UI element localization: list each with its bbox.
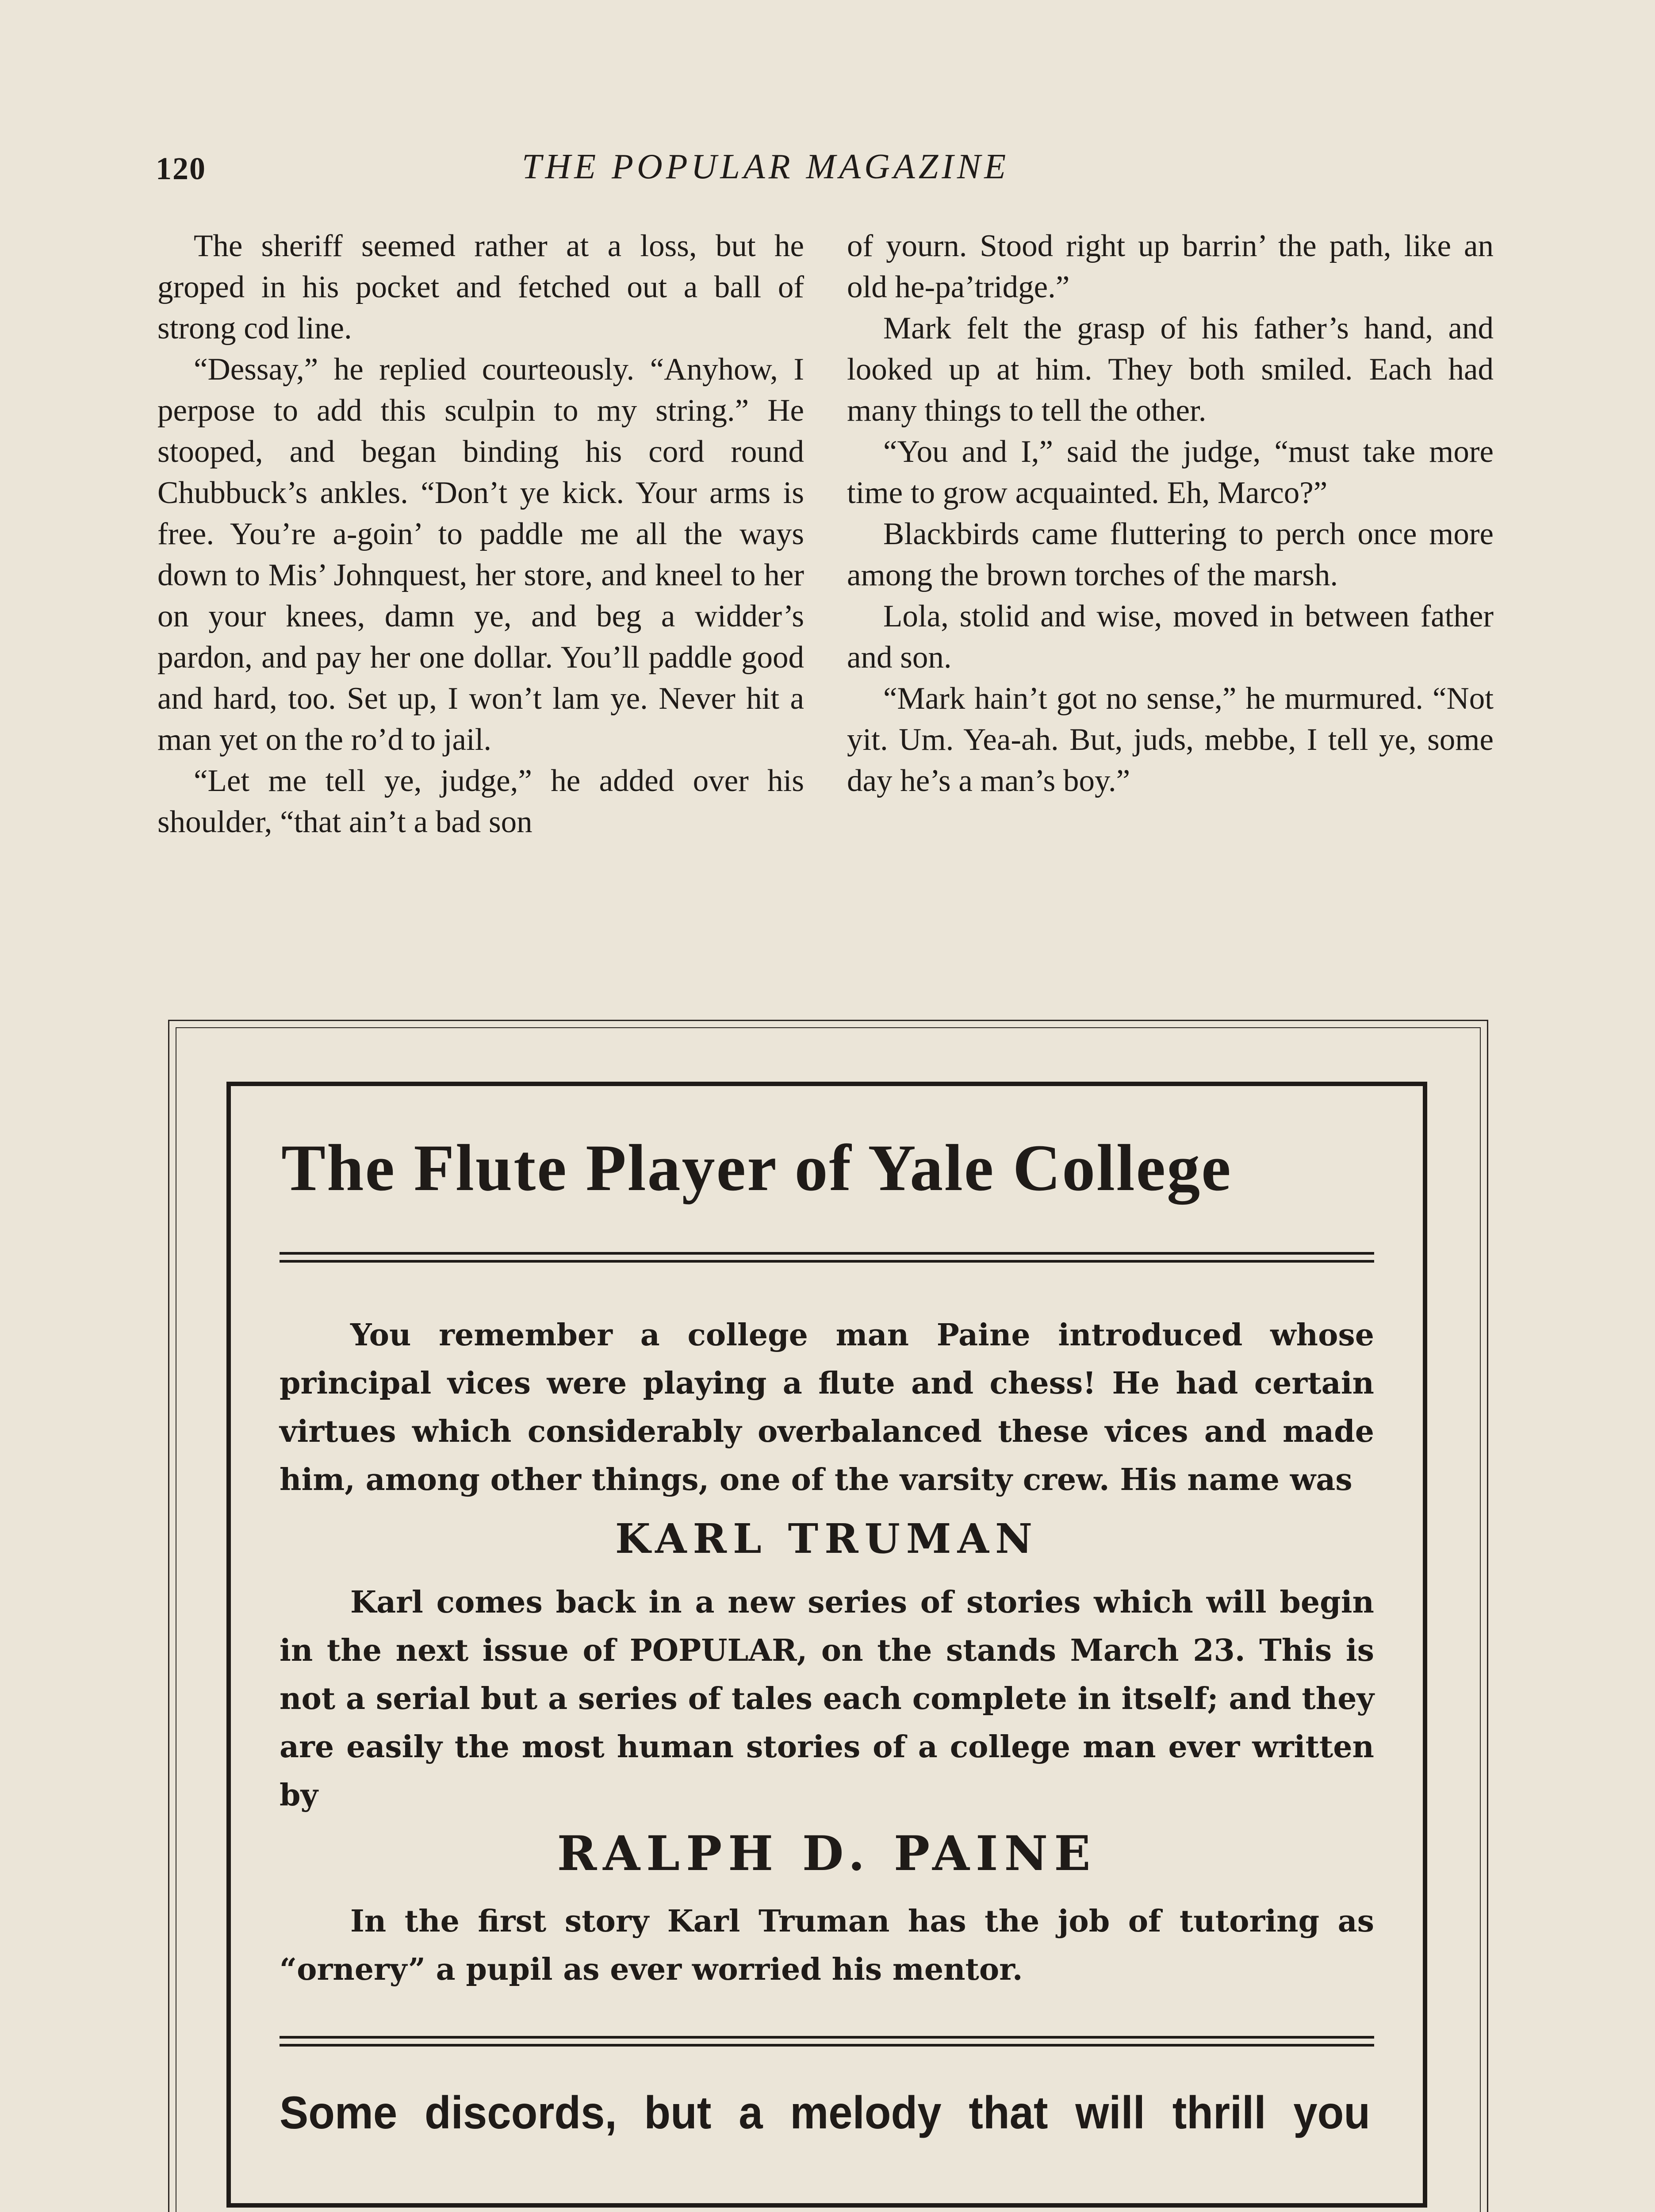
- story-paragraph: of yourn. Stood right up barrin’ the path, like an old he-pa’tridge.”: [847, 229, 1494, 304]
- advertisement-paragraph: You remember a college man Paine introduced whose principal vices were playing a flute and chess! He had certain virtues which considerably overbalanced these vices and made him, among other things, one of the varsity crew. His name was: [280, 1317, 1374, 1498]
- advertisement-tagline: Some discords, but a melody that will thrill you: [280, 2087, 1371, 2139]
- advertisement-box: [226, 1082, 1427, 2208]
- advertisement-paragraph: Karl comes back in a new series of stories which will begin in the next issue of POPULAR, on the stands March 23. This is not a serial but a series of tales each complete in itself; and they are easily the most human stories of a college man ever written by: [280, 1585, 1374, 1813]
- double-rule: [280, 1252, 1374, 1263]
- story-left-column: [157, 226, 804, 843]
- story-paragraph: “Dessay,” he replied courteously. “Anyhow, I perpose to add this sculpin to my string.” He stooped, and began binding his cord round Chubbuck’s ankles. “Don’t ye kick. Your arms is free. You’re a-goin’ to paddle me all the ways down to Mis’ Johnquest, her store, and kneel to her on your knees, damn ye, and beg a widder’s pardon, and pay her one dollar. You’ll paddle good and hard, too. Set up, I won’t lam ye. Never hit a man yet on the ro’d to jail.: [157, 352, 804, 757]
- advertisement-paragraph: In the first story Karl Truman has the job of tutoring as “ornery” a pupil as ever worried his mentor.: [280, 1904, 1374, 1987]
- story-paragraph: Mark felt the grasp of his father’s hand, and looked up at him. They both smiled. Each had many things to tell the other.: [847, 311, 1494, 428]
- character-name: KARL TRUMAN: [615, 1515, 1039, 1563]
- story-paragraph: Blackbirds came fluttering to perch once more among the brown torches of the marsh.: [847, 517, 1494, 592]
- double-rule: [280, 2036, 1374, 2047]
- story-paragraph: “Let me tell ye, judge,” he added over his shoulder, “that ain’t a bad son: [157, 764, 804, 839]
- author-name: RALPH D. PAINE: [557, 1826, 1097, 1882]
- story-paragraph: The sheriff seemed rather at a loss, but he groped in his pocket and fetched out a ball of strong cod line.: [157, 229, 804, 346]
- page-number: 120: [156, 151, 206, 186]
- story-paragraph: Lola, stolid and wise, moved in between father and son.: [847, 599, 1494, 675]
- running-head-title: THE POPULAR MAGAZINE: [522, 147, 1010, 186]
- advertisement-title: The Flute Player of Yale College: [281, 1131, 1232, 1205]
- story-paragraph: “You and I,” said the judge, “must take more time to grow acquainted. Eh, Marco?”: [847, 434, 1494, 510]
- story-right-column: [847, 226, 1494, 802]
- story-paragraph: “Mark hain’t got no sense,” he murmured. “Not yit. Um. Yea-ah. But, juds, mebbe, I tell ye, some day he’s a man’s boy.”: [847, 681, 1494, 798]
